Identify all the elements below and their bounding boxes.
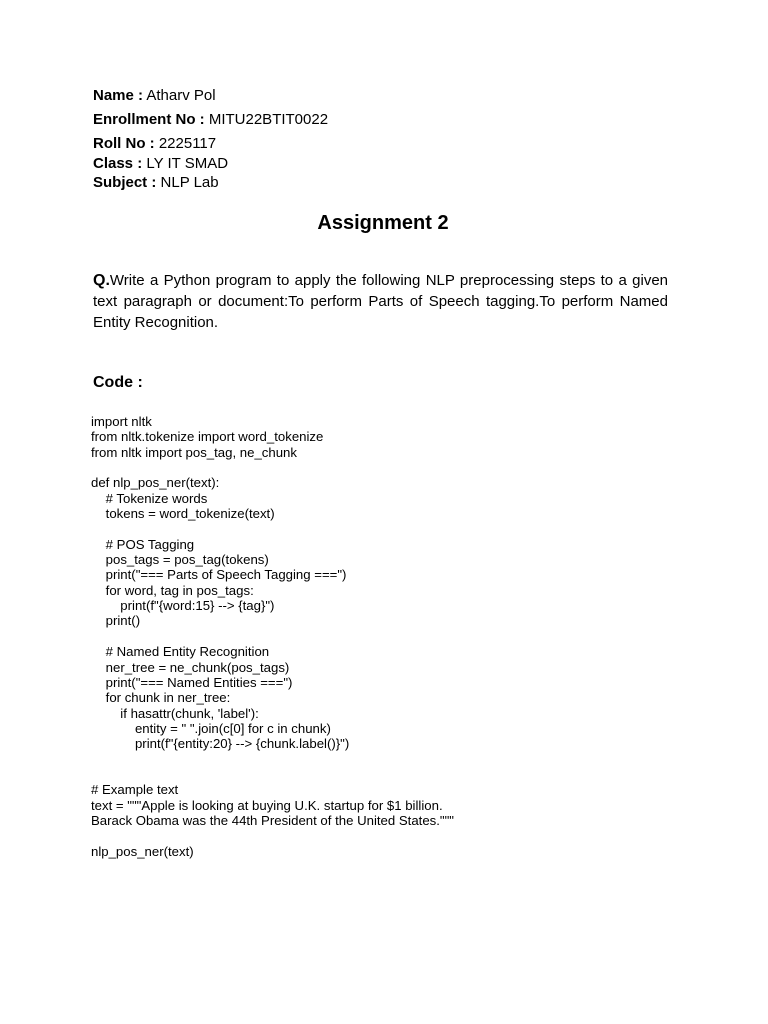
code-line: import nltk: [91, 414, 152, 429]
code-line: [91, 460, 454, 475]
code-line: entity = " ".join(c[0] for c in chunk): [91, 720, 331, 736]
roll-label: Roll No :: [93, 135, 155, 152]
code-line: Barack Obama was the 44th President of the United States.""": [91, 812, 454, 828]
question-label: Q.: [93, 272, 110, 289]
roll-line: [93, 135, 216, 153]
assignment-title: Assignment 2: [317, 212, 449, 234]
subject-line: [93, 174, 219, 192]
code-line: # Tokenize words: [91, 490, 208, 506]
code-line: [91, 752, 454, 767]
roll-value: 2225117: [158, 135, 217, 152]
code-line: print("=== Parts of Speech Tagging ==="): [91, 567, 347, 583]
code-line: [91, 521, 454, 536]
code-line: # Example text: [91, 782, 179, 798]
subject-label: Subject :: [93, 174, 157, 191]
code-line: print(f"{word:15} --> {tag}"): [91, 598, 275, 614]
code-line: print("=== Named Entities ==="): [91, 674, 293, 690]
code-line: for chunk in ner_tree:: [91, 690, 231, 706]
code-block: [91, 414, 454, 859]
code-line: for word, tag in pos_tags:: [91, 582, 254, 598]
class-value: LY IT SMAD: [146, 155, 229, 172]
code-line: # Named Entity Recognition: [91, 644, 270, 660]
code-line: from nltk import pos_tag, ne_chunk: [91, 444, 297, 460]
code-line: [91, 767, 454, 782]
code-line: tokens = word_tokenize(text): [91, 506, 275, 522]
code-line: # POS Tagging: [91, 536, 195, 552]
code-heading: Code :: [93, 374, 143, 391]
class-label: Class :: [93, 155, 143, 172]
name-line: [93, 87, 216, 105]
code-line: def nlp_pos_ner(text):: [91, 475, 220, 491]
question-paragraph: [93, 270, 668, 333]
name-label: Name :: [93, 87, 144, 104]
name-value: Atharv Pol: [146, 87, 216, 104]
enrollment-value: MITU22BTIT0022: [208, 111, 329, 128]
subject-value: NLP Lab: [160, 174, 219, 191]
enrollment-label: Enrollment No :: [93, 111, 205, 128]
code-line: nlp_pos_ner(text): [91, 843, 194, 859]
code-line: from nltk.tokenize import word_tokenize: [91, 429, 324, 445]
question-text: Write a Python program to apply the following NLP preprocessing steps to a given text paragraph or document:To perform Parts of Speech tagging.To perform Named Entity Recognition.: [93, 272, 668, 331]
code-line: print(f"{entity:20} --> {chunk.label()}"): [91, 736, 350, 752]
code-line: pos_tags = pos_tag(tokens): [91, 552, 269, 568]
code-line: ner_tree = ne_chunk(pos_tags): [91, 659, 290, 675]
code-line: print(): [91, 613, 141, 629]
code-line: if hasattr(chunk, 'label'):: [91, 705, 259, 721]
code-line: text = """Apple is looking at buying U.K. startup for $1 billion.: [91, 797, 443, 813]
enrollment-line: [93, 111, 328, 129]
code-line: [91, 828, 454, 843]
class-line: [93, 155, 228, 173]
code-line: [91, 629, 454, 644]
